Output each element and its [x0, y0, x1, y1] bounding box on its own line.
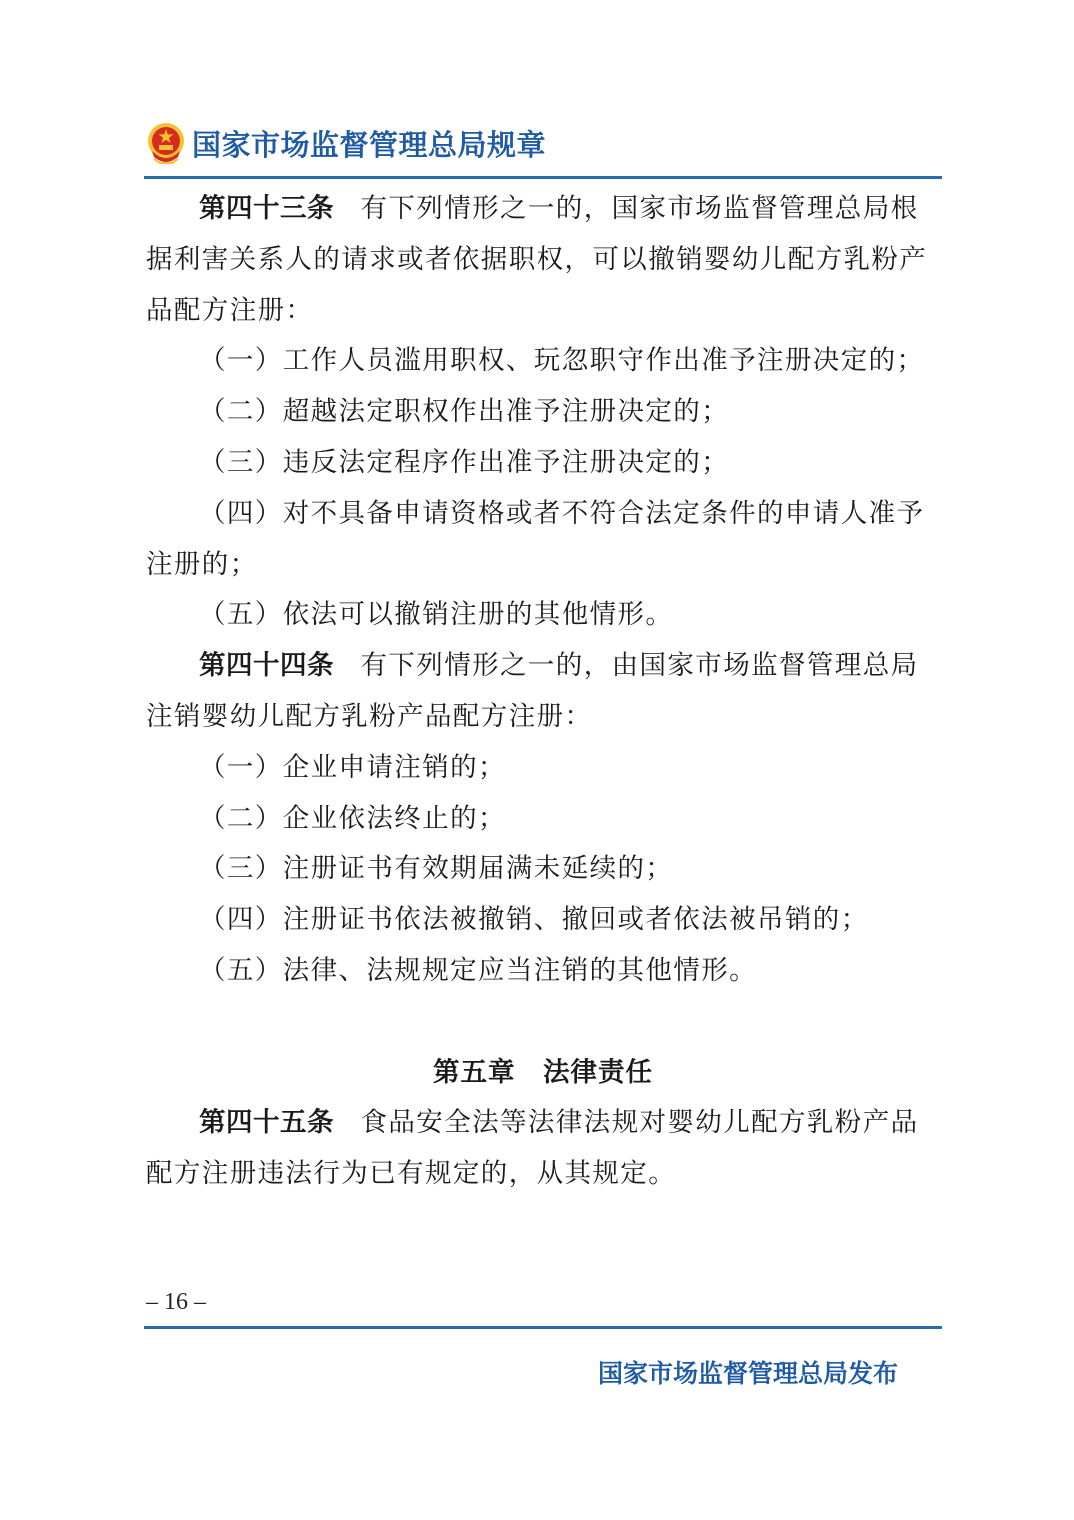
article-label: 第四十五条 [199, 1107, 334, 1139]
chapter-heading: 第五章 法律责任 [433, 1056, 653, 1088]
list-item: （二）企业依法终止的； [199, 802, 506, 834]
document-body [146, 184, 940, 1200]
article-text: 有下列情形之一的，由国家市场监督管理总局注销婴幼儿配方乳粉产品配方注册： [146, 650, 919, 732]
article-text: 有下列情形之一的，国家市场监督管理总局根据利害关系人的请求或者依据职权，可以撤销婴幼儿配方乳粉产品配方注册： [146, 193, 928, 326]
article-43 [146, 184, 940, 336]
page-number: – 16 – [146, 1289, 206, 1315]
national-emblem-icon [146, 121, 186, 165]
list-item: （三）注册证书有效期届满未延续的； [199, 853, 674, 885]
list-item: （一）工作人员滥用职权、玩忽职守作出准予注册决定的； [199, 345, 925, 377]
page-header [146, 118, 546, 168]
article-45 [146, 1098, 940, 1200]
list-item: （五）法律、法规规定应当注销的其他情形。 [199, 954, 757, 986]
article-label: 第四十四条 [199, 650, 334, 682]
article-label: 第四十三条 [199, 193, 334, 224]
list-item: （三）违反法定程序作出准予注册决定的； [199, 446, 730, 478]
article-text: 食品安全法等法律法规对婴幼儿配方乳粉产品配方注册违法行为已有规定的，从其规定。 [146, 1107, 919, 1190]
header-title: 国家市场监督管理总局规章 [192, 127, 547, 162]
footer-publisher: 国家市场监督管理总局发布 [597, 1359, 898, 1388]
list-item: （一）企业申请注销的； [199, 751, 506, 783]
article-44 [146, 641, 940, 743]
list-item: （二）超越法定职权作出准予注册决定的； [199, 396, 730, 428]
footer-divider [144, 1326, 942, 1329]
list-item: （五）依法可以撤销注册的其他情形。 [199, 599, 674, 631]
list-item: （四）对不具备申请资格或者不符合法定条件的申请人准予注册的； [146, 497, 925, 580]
header-divider [144, 176, 942, 179]
list-item: （四）注册证书依法被撤销、撤回或者依法被吊销的； [199, 904, 869, 936]
